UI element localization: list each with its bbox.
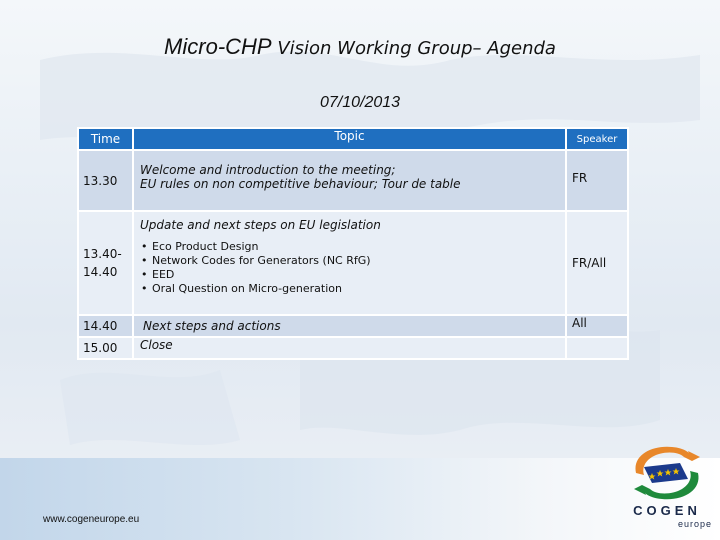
slide-title (0, 34, 720, 60)
list-item: • Oral Question on Micro-generation (152, 282, 559, 296)
list-item: • EED (152, 268, 559, 282)
cogen-logo (622, 443, 712, 535)
cell-speaker: All (566, 315, 628, 337)
topic-line: Close (140, 338, 173, 352)
logo-sub: europe (677, 519, 712, 529)
cell-speaker: FR/All (566, 211, 628, 315)
table-row (78, 337, 628, 359)
table-row (78, 315, 628, 337)
footer-band (0, 458, 720, 540)
header-topic: Topic (133, 128, 566, 150)
cell-speaker (566, 337, 628, 359)
cell-topic (133, 150, 566, 211)
header-speaker: Speaker (566, 128, 628, 150)
topic-bullet-list (140, 240, 559, 296)
topic-line: EU rules on non competitive behaviour; Tour de table (140, 177, 461, 191)
cell-topic (133, 211, 566, 315)
title-rest: Vision Working Group– Agenda (271, 38, 556, 59)
table-row (78, 211, 628, 315)
cell-time: 13.30 (78, 150, 133, 211)
footer-url: www.cogeneurope.eu (43, 514, 140, 525)
list-item: • Eco Product Design (152, 240, 559, 254)
list-item: • Network Codes for Generators (NC RfG) (152, 254, 559, 268)
table-row (78, 150, 628, 211)
cell-time: 14.40 (78, 315, 133, 337)
topic-line: Welcome and introduction to the meeting; (140, 163, 396, 177)
topic-line: Update and next steps on EU legislation (140, 218, 381, 232)
slide-date: 07/10/2013 (319, 94, 401, 111)
cell-topic (133, 337, 566, 359)
time-line: 13.40- (83, 247, 122, 261)
topic-line: Next steps and actions (143, 319, 281, 333)
cell-topic (133, 315, 566, 337)
cell-speaker: FR (566, 150, 628, 211)
logo-name: COGEN (633, 503, 701, 518)
cell-time: 15.00 (78, 337, 133, 359)
cogen-europe-logo-icon (622, 443, 712, 503)
table-header-row (78, 128, 628, 150)
cell-time (78, 211, 133, 315)
title-prefix: Micro-CHP (164, 34, 272, 59)
header-time: Time (78, 128, 133, 150)
agenda-table (77, 127, 629, 360)
time-line: 14.40 (83, 265, 118, 279)
